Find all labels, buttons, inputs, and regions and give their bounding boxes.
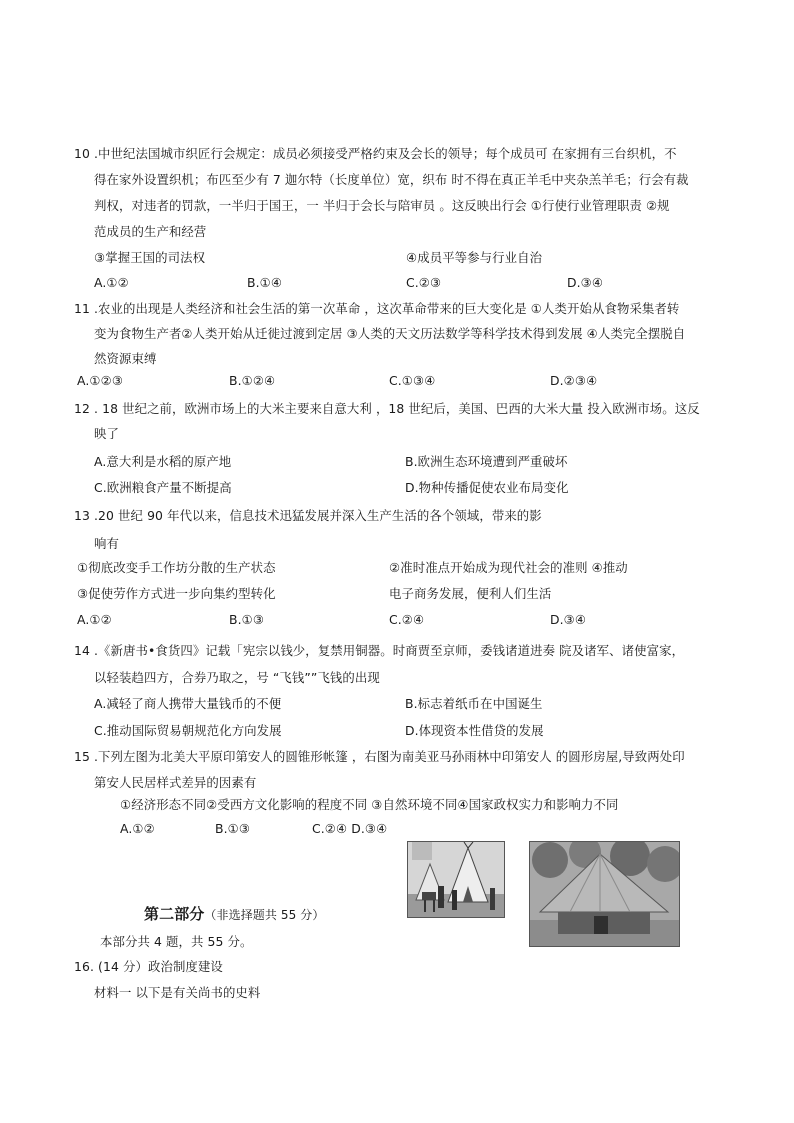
part2-note: （非选择题共 55 分）: [204, 908, 325, 922]
q10-choice-a: A.①②: [94, 275, 129, 290]
q16-line-1: 16. (14 分）政治制度建设: [74, 959, 223, 974]
q10-option-3: ③掌握王国的司法权: [94, 250, 206, 265]
q10-line-1: 10 .中世纪法国城市织匠行会规定：成员必须接受严格约束及会长的领导；每个成员可 在家拥有三台织机，不: [74, 146, 677, 161]
q13-option-4: 电子商务发展，便利人们生活: [389, 586, 552, 601]
q11-line-2: 变为食物生产者②人类开始从迁徙过渡到定居 ③人类的天文历法数学等科学技术得到发展 ④人类完全摆脱自: [94, 326, 686, 341]
q15-line-2: 第安人民居样式差异的因素有: [94, 775, 257, 790]
q12-line-2: 映了: [94, 426, 119, 441]
q16-line-2: 材料一 以下是有关尚书的史料: [94, 985, 261, 1000]
q15-choice-c-d: C.②④ D.③④: [312, 821, 388, 836]
q13-choice-d: D.③④: [550, 612, 587, 627]
q12-choice-d: D.物种传播促使农业布局变化: [405, 480, 569, 495]
q14-choice-d: D.体现资本性借贷的发展: [405, 723, 544, 738]
q12-line-1: 12 . 18 世纪之前，欧洲市场上的大米主要来自意大利 ，18 世纪后，美国、巴西的大米大量 投入欧洲市场。这反: [74, 401, 700, 416]
q12-choice-b: B.欧洲生态环境遭到严重破坏: [405, 454, 568, 469]
q15-line-1: 15 .下列左图为北美大平原印第安人的圆锥形帐篷 ，右图为南美亚马孙雨林中印第安人 的圆形房屋,导致两处印: [74, 749, 685, 764]
q10-choice-b: B.①④: [247, 275, 283, 290]
part2-description: 本部分共 4 题，共 55 分。: [100, 934, 253, 949]
q10-choice-d: D.③④: [567, 275, 604, 290]
q11-choice-a: A.①②③: [77, 373, 124, 388]
q14-choice-b: B.标志着纸币在中国诞生: [405, 696, 543, 711]
part2-heading: [144, 906, 325, 923]
q13-choice-c: C.②④: [389, 612, 425, 627]
q10-line-3: 判权，对违者的罚款，一半归于国王，一 半归于会长与陪审员 。这反映出行会 ①行使行业管理职责 ②规: [94, 198, 670, 213]
part2-title: 第二部分: [144, 905, 205, 923]
q13-option-3: ③促使劳作方式进一步向集约型转化: [77, 586, 276, 601]
q10-line-2: 得在家外设置织机；布匹至少有 7 迦尔特（长度单位）宽，织布 时不得在真正羊毛中夹杂羔羊毛；行会有裁: [94, 172, 689, 187]
round-house-photo: [529, 841, 680, 947]
q14-choice-a: A.减轻了商人携带大量钱币的不便: [94, 696, 282, 711]
q11-choice-d: D.②③④: [550, 373, 598, 388]
q11-choice-c: C.①③④: [389, 373, 436, 388]
q15-choice-a: A.①②: [120, 821, 155, 836]
q11-line-3: 然资源束缚: [94, 351, 157, 366]
q11-line-1: 11 .农业的出现是人类经济和社会生活的第一次革命 ，这次革命带来的巨大变化是 ①人类开始从食物采集者转: [74, 301, 680, 316]
q10-choice-c: C.②③: [406, 275, 442, 290]
tipi-photo: [407, 841, 505, 918]
q10-option-4: ④成员平等参与行业自治: [406, 250, 543, 265]
q14-line-1: 14 .《新唐书•食货四》记载「宪宗以钱少，复禁用铜器。时商贾至京师，委钱诸道进奏 院及诸军、诸使富家，: [74, 643, 685, 658]
q13-line-1: 13 .20 世纪 90 年代以来，信息技术迅猛发展并深入生产生活的各个领域，带来的影: [74, 508, 542, 523]
q11-choice-b: B.①②④: [229, 373, 276, 388]
q13-choice-a: A.①②: [77, 612, 112, 627]
q14-line-2: 以轻装趋四方，合券乃取之，号 “飞钱””飞钱的出现: [94, 670, 380, 685]
q13-option-2: ②准时准点开始成为现代社会的准则 ④推动: [389, 560, 628, 575]
q13-option-1: ①彻底改变手工作坊分散的生产状态: [77, 560, 276, 575]
q15-choice-b: B.①③: [215, 821, 251, 836]
q12-choice-c: C.欧洲粮食产量不断提高: [94, 480, 232, 495]
q10-line-4: 范成员的生产和经营: [94, 224, 207, 239]
q13-choice-b: B.①③: [229, 612, 265, 627]
q13-line-2: 响有: [94, 536, 119, 551]
q15-line-3: ①经济形态不同②受西方文化影响的程度不同 ③自然环境不同④国家政权实力和影响力不同: [120, 797, 619, 812]
q14-choice-c: C.推动国际贸易朝规范化方向发展: [94, 723, 282, 738]
q12-choice-a: A.意大利是水稻的原产地: [94, 454, 232, 469]
